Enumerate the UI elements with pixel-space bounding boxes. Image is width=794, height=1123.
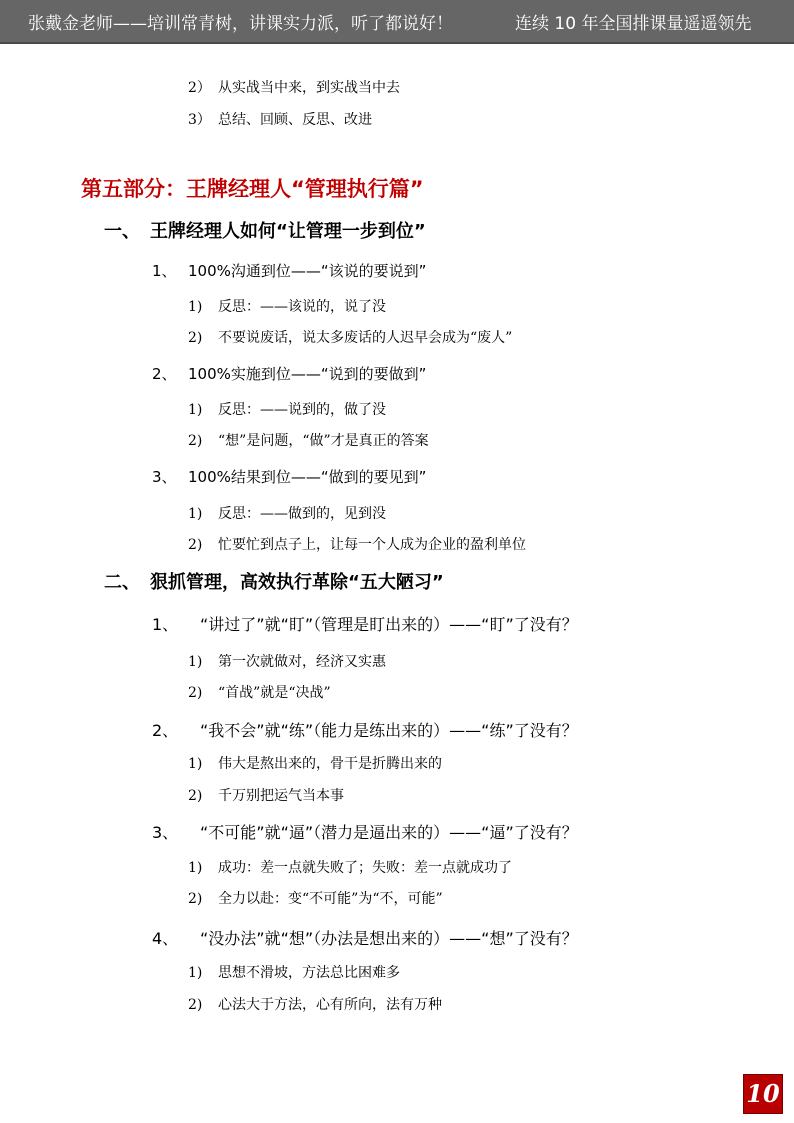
section-heading: 二、 狠抓管理，高效执行革除“五大陋习” [104, 572, 444, 593]
list-item: 1) 成功：差一点就失败了；失败：差一点就成功了 [188, 860, 512, 876]
page-number-badge [743, 1074, 783, 1114]
list-item: 2) “首战”就是“决战” [188, 685, 331, 701]
item-heading: 4、 “没办法”就“想”（办法是想出来的）——“想”了没有？ [152, 929, 578, 948]
part-title: 第五部分：王牌经理人“管理执行篇” [81, 177, 424, 201]
list-item: 3） 总结、回顾、反思、改进 [188, 112, 372, 128]
list-item: 1) 伟大是熬出来的，骨干是折腾出来的 [188, 756, 442, 772]
list-item: 1) 反思：——说到的，做了没 [188, 402, 386, 418]
item-heading: 2、 “我不会”就“练”（能力是练出来的）——“练”了没有？ [152, 721, 578, 740]
list-item: 1) 反思：——做到的，见到没 [188, 506, 386, 522]
list-item: 1) 反思：——该说的，说了没 [188, 299, 386, 315]
list-item: 2) 全力以赴：变“不可能”为“不，可能” [188, 891, 443, 907]
item-heading: 3、 “不可能”就“逼”（潜力是逼出来的）——“逼”了没有？ [152, 823, 578, 842]
header-tagline: 张戴金老师——培训常青树，讲课实力派，听了都说好！ [28, 14, 453, 34]
page-header [0, 0, 794, 44]
list-item: 2) 千万别把运气当本事 [188, 788, 344, 804]
list-item: 2) 心法大于方法，心有所向，法有万种 [188, 997, 442, 1013]
item-heading: 3、 100%结果到位——“做到的要见到” [152, 468, 427, 486]
item-heading: 1、 “讲过了”就“盯”（管理是盯出来的）——“盯”了没有？ [152, 615, 578, 634]
list-item: 1) 第一次就做对，经济又实惠 [188, 654, 386, 670]
section-heading: 一、 王牌经理人如何“让管理一步到位” [104, 221, 426, 242]
list-item: 2） 从实战当中来，到实战当中去 [188, 80, 400, 96]
header-claim: 连续 10 年全国排课量遥遥领先 [515, 14, 752, 34]
item-heading: 1、 100%沟通到位——“该说的要说到” [152, 262, 427, 280]
list-item: 1) 思想不滑坡，方法总比困难多 [188, 965, 400, 981]
list-item: 2) “想”是问题，“做”才是真正的答案 [188, 433, 429, 449]
list-item: 2) 不要说废话，说太多废话的人迟早会成为“废人” [188, 330, 513, 346]
item-heading: 2、 100%实施到位——“说到的要做到” [152, 365, 427, 383]
page-number: 10 [746, 1079, 780, 1108]
list-item: 2) 忙要忙到点子上，让每一个人成为企业的盈利单位 [188, 537, 526, 553]
